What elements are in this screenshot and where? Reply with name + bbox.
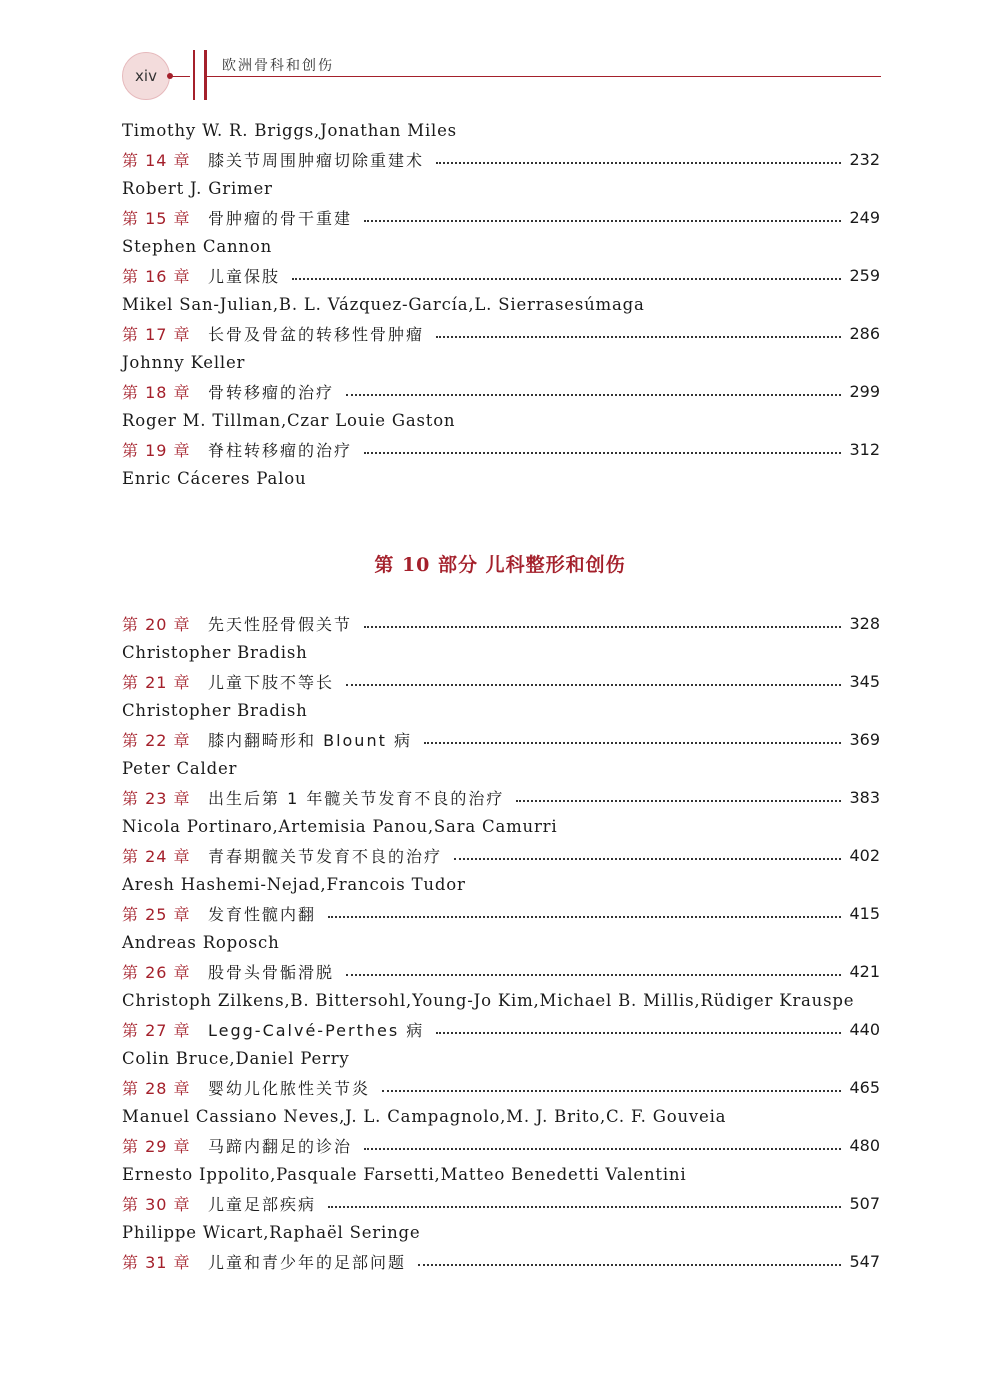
page-ref: 369 (849, 730, 880, 749)
toc-entry (122, 261, 880, 290)
decorative-bar (193, 50, 195, 100)
chapter-title: 脊柱转移瘤的治疗 (208, 441, 353, 460)
dot-leader (364, 626, 841, 628)
chapter-number: 第 16 章 (122, 267, 191, 286)
chapter-number: 第 15 章 (122, 209, 191, 228)
chapter-title: 儿童足部疾病 (208, 1195, 317, 1214)
dot-leader (346, 394, 841, 396)
chapter-title: 婴幼儿化脓性关节炎 (208, 1079, 371, 1098)
page-ref: 312 (849, 440, 880, 459)
toc-entry (122, 1247, 880, 1276)
page-number-badge (122, 52, 170, 100)
page-ref: 440 (849, 1020, 880, 1039)
dot-leader (436, 336, 841, 338)
chapter-number: 第 23 章 (122, 789, 191, 808)
page-ref: 232 (849, 150, 880, 169)
chapter-title: 儿童下肢不等长 (208, 673, 335, 692)
page-ref: 286 (849, 324, 880, 343)
author-line: Colin Bruce,Daniel Perry (122, 1049, 350, 1068)
author-line: Stephen Cannon (122, 237, 272, 256)
page-ref: 259 (849, 266, 880, 285)
dot-leader (364, 220, 841, 222)
chapter-number: 第 20 章 (122, 615, 191, 634)
author-line: Johnny Keller (122, 353, 246, 372)
page-ref: 547 (849, 1252, 880, 1271)
chapter-number: 第 17 章 (122, 325, 191, 344)
chapter-title: 股骨头骨骺滑脱 (208, 963, 335, 982)
chapter-title: 儿童保肢 (208, 267, 281, 286)
chapter-number: 第 21 章 (122, 673, 191, 692)
author-line: Christoph Zilkens,B. Bittersohl,Young-Jo Kim,Michael B. Millis,Rüdiger Krauspe (122, 991, 855, 1010)
chapter-title: 发育性髋内翻 (208, 905, 317, 924)
section-heading: 第 10 部分 儿科整形和创伤 (374, 554, 626, 576)
dot-leader (346, 684, 841, 686)
page-ref: 383 (849, 788, 880, 807)
toc-entry (122, 783, 880, 812)
author-line: Andreas Roposch (122, 933, 280, 952)
author-line: Timothy W. R. Briggs,Jonathan Miles (122, 121, 457, 140)
toc-upper (122, 116, 880, 493)
dot-leader (346, 974, 841, 976)
page-ref: 402 (849, 846, 880, 865)
page-ref: 480 (849, 1136, 880, 1155)
decorative-bar (204, 50, 207, 100)
chapter-title: 出生后第 1 年髋关节发育不良的治疗 (208, 789, 505, 808)
toc-entry (122, 667, 880, 696)
author-line: Manuel Cassiano Neves,J. L. Campagnolo,M. J. Brito,C. F. Gouveia (122, 1107, 727, 1126)
dot-leader (328, 1206, 841, 1208)
toc-entry (122, 377, 880, 406)
page-ref: 299 (849, 382, 880, 401)
chapter-title: 儿童和青少年的足部问题 (208, 1253, 407, 1272)
author-line: Roger M. Tillman,Czar Louie Gaston (122, 411, 456, 430)
dot-leader (436, 1032, 841, 1034)
author-line: Enric Cáceres Palou (122, 469, 307, 488)
dot-leader (364, 1148, 841, 1150)
page-ref: 507 (849, 1194, 880, 1213)
chapter-number: 第 24 章 (122, 847, 191, 866)
chapter-number: 第 25 章 (122, 905, 191, 924)
author-line: Ernesto Ippolito,Pasquale Farsetti,Matteo Benedetti Valentini (122, 1165, 687, 1184)
toc-entry (122, 203, 880, 232)
dot-leader (292, 278, 841, 280)
page-number: xiv (135, 67, 157, 85)
chapter-title: 青春期髋关节发育不良的治疗 (208, 847, 443, 866)
dot-leader (516, 800, 841, 802)
page-ref: 328 (849, 614, 880, 633)
chapter-number: 第 22 章 (122, 731, 191, 750)
dot-leader (364, 452, 841, 454)
author-line: Mikel San-Julian,B. L. Vázquez-García,L. Sierrasesúmaga (122, 295, 645, 314)
dot-leader (382, 1090, 841, 1092)
chapter-number: 第 19 章 (122, 441, 191, 460)
chapter-number: 第 27 章 (122, 1021, 191, 1040)
chapter-number: 第 14 章 (122, 151, 191, 170)
toc-entry (122, 319, 880, 348)
chapter-number: 第 29 章 (122, 1137, 191, 1156)
toc-lower (122, 609, 880, 1276)
dot-leader (424, 742, 842, 744)
toc-entry (122, 1015, 880, 1044)
chapter-number: 第 28 章 (122, 1079, 191, 1098)
chapter-title: Legg-Calvé-Perthes 病 (208, 1021, 425, 1040)
chapter-title: 膝内翻畸形和 Blount 病 (208, 731, 412, 750)
chapter-number: 第 18 章 (122, 383, 191, 402)
dot-leader (418, 1264, 841, 1266)
chapter-title: 先天性胫骨假关节 (208, 615, 353, 634)
toc-entry (122, 957, 880, 986)
toc-entry (122, 609, 880, 638)
dot-leader (454, 858, 841, 860)
page-ref: 465 (849, 1078, 880, 1097)
chapter-number: 第 30 章 (122, 1195, 191, 1214)
toc-entry (122, 435, 880, 464)
chapter-title: 膝关节周围肿瘤切除重建术 (208, 151, 425, 170)
toc-entry (122, 1131, 880, 1160)
page-header (0, 0, 1000, 110)
page-ref: 415 (849, 904, 880, 923)
toc-entry (122, 1073, 880, 1102)
toc-entry (122, 145, 880, 174)
chapter-title: 骨肿瘤的骨干重建 (208, 209, 353, 228)
header-rule (207, 76, 881, 77)
chapter-number: 第 26 章 (122, 963, 191, 982)
toc-entry (122, 1189, 880, 1218)
page-ref: 345 (849, 672, 880, 691)
dot-leader (436, 162, 841, 164)
author-line: Robert J. Grimer (122, 179, 273, 198)
dot-leader (328, 916, 841, 918)
chapter-title: 骨转移瘤的治疗 (208, 383, 335, 402)
toc-entry (122, 725, 880, 754)
author-line: Peter Calder (122, 759, 238, 778)
toc-entry (122, 899, 880, 928)
running-title: 欧洲骨科和创伤 (222, 58, 334, 74)
toc-entry (122, 841, 880, 870)
page-ref: 249 (849, 208, 880, 227)
author-line: Nicola Portinaro,Artemisia Panou,Sara Camurri (122, 817, 558, 836)
author-line: Christopher Bradish (122, 643, 308, 662)
page-ref: 421 (849, 962, 880, 981)
chapter-title: 马蹄内翻足的诊治 (208, 1137, 353, 1156)
author-line: Philippe Wicart,Raphaël Seringe (122, 1223, 421, 1242)
author-line: Aresh Hashemi-Nejad,Francois Tudor (122, 875, 466, 894)
author-line: Christopher Bradish (122, 701, 308, 720)
chapter-number: 第 31 章 (122, 1253, 191, 1272)
chapter-title: 长骨及骨盆的转移性骨肿瘤 (208, 325, 425, 344)
decorative-rule-left (172, 76, 190, 77)
